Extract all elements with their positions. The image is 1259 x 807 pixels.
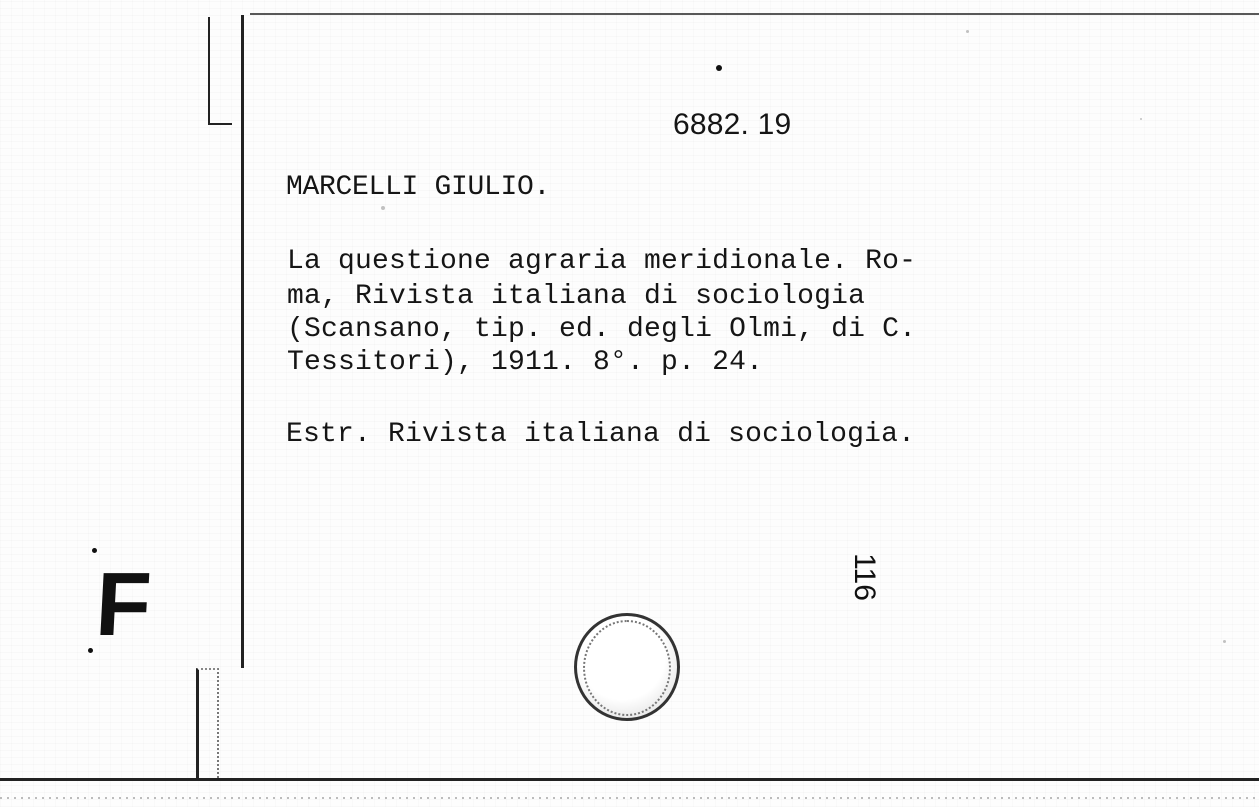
top-bracket-mark: [208, 17, 232, 125]
title-line-2: ma, Rivista italiana di sociologia: [287, 281, 866, 312]
title-line-4: Tessitori), 1911. 8°. p. 24.: [287, 347, 764, 378]
bottom-dotted-edge: [0, 797, 1259, 799]
top-border-line: [250, 13, 1259, 15]
top-dot: [716, 65, 722, 71]
punched-hole: [574, 613, 680, 721]
left-dot: [92, 548, 97, 553]
paper-speckle: [1140, 118, 1142, 120]
paper-speckle: [1223, 640, 1226, 643]
small-f-dot: [88, 648, 93, 653]
f-letter: F: [93, 555, 154, 655]
left-margin-line: [241, 15, 244, 668]
bottom-border-line: [0, 778, 1259, 781]
author-heading: MARCELLI GIULIO.: [286, 172, 551, 203]
paper-speckle: [966, 30, 969, 33]
title-line-1: La questione agraria meridionale. Ro-: [287, 246, 917, 277]
title-line-3: (Scansano, tip. ed. degli Olmi, di C.: [287, 314, 917, 345]
bottom-bracket-mark: [196, 668, 219, 778]
vertical-number-label: 116: [848, 553, 881, 601]
paper-speckle: [381, 206, 385, 210]
f-stamp: [93, 555, 166, 655]
call-number: 6882. 19: [673, 108, 792, 141]
extract-note: Estr. Rivista italiana di sociologia.: [286, 419, 916, 450]
